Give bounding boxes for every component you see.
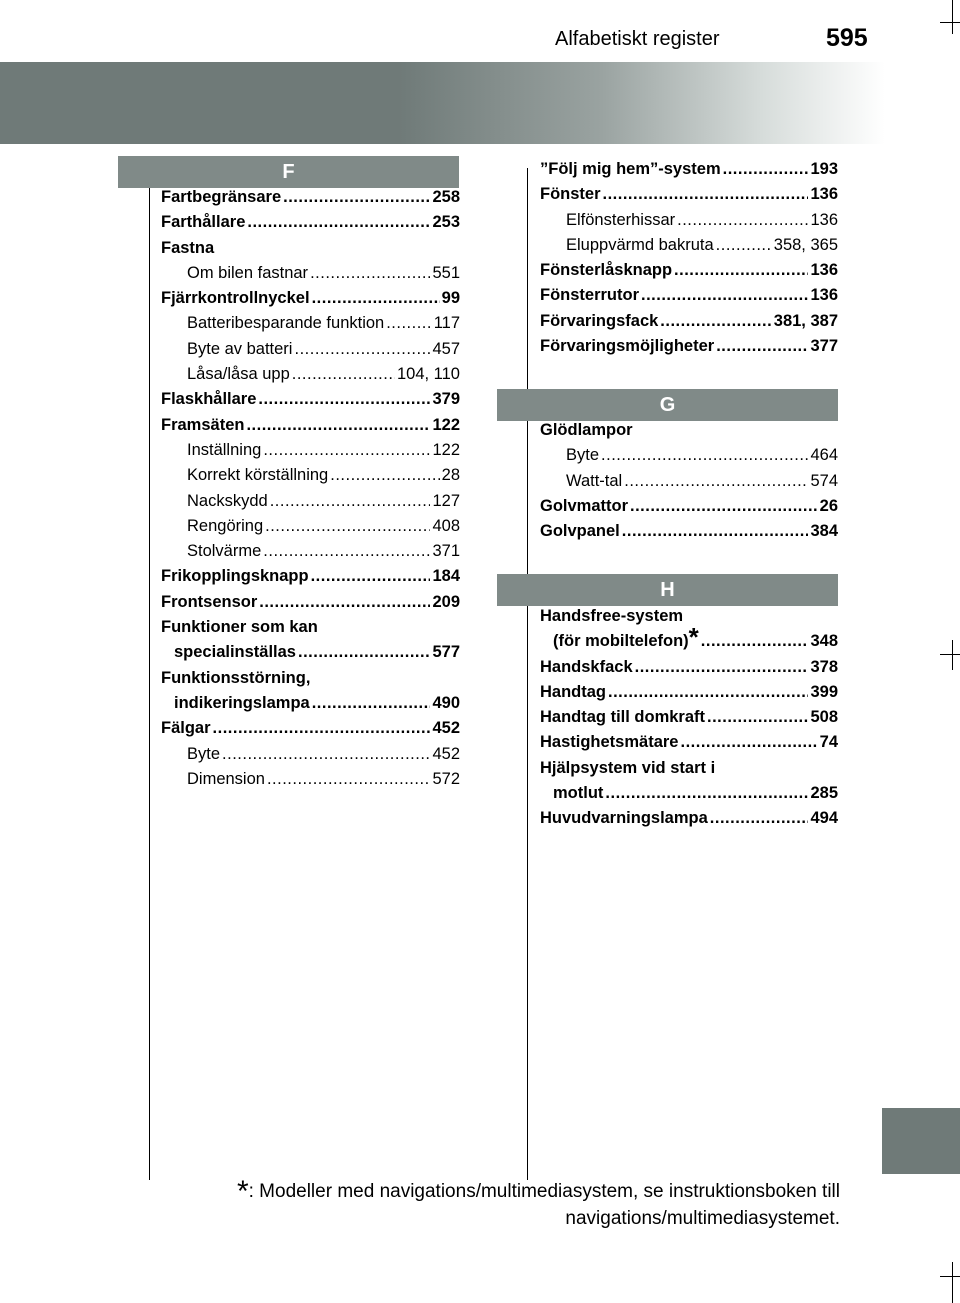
- index-entry-continued: specialinställas ..... 577: [161, 643, 460, 668]
- index-entry: Farthållare ..... 253: [161, 213, 460, 238]
- header-banner: [0, 62, 885, 144]
- index-subentry: Byte ..... 452: [161, 745, 460, 770]
- index-entry: Fjärrkontrollnyckel ..... 99: [161, 289, 460, 314]
- index-entry: Fönsterrutor ..... 136: [540, 286, 838, 311]
- footnote: [180, 1175, 840, 1232]
- crop-mark: [952, 1262, 953, 1303]
- index-subentry: Elfönsterhissar ..... 136: [540, 211, 838, 236]
- index-entry: Hastighetsmätare ..... 74: [540, 733, 838, 758]
- section-header-g: G: [497, 389, 838, 421]
- index-column-left: [161, 188, 460, 795]
- index-column-right-g: [540, 421, 838, 547]
- index-subentry: Batteribesparande funktion ..... 117: [161, 314, 460, 339]
- index-entry: Golvpanel ..... 384: [540, 522, 838, 547]
- index-entry: Handtag till domkraft ..... 508: [540, 708, 838, 733]
- index-subentry: Stolvärme ..... 371: [161, 542, 460, 567]
- index-entry: Fastna: [161, 238, 215, 257]
- index-entry: Frontsensor ..... 209: [161, 593, 460, 618]
- page-header-title: Alfabetiskt register: [555, 28, 720, 50]
- index-entry: Fartbegränsare ..... 258: [161, 188, 460, 213]
- index-subentry: Nackskydd ..... 127: [161, 492, 460, 517]
- index-subentry: Låsa/låsa upp ..... 104, 110: [161, 365, 460, 390]
- index-entry-continued: indikeringslampa ..... 490: [161, 694, 460, 719]
- index-subentry: Byte ..... 464: [540, 446, 838, 471]
- column-rule-left: [149, 186, 150, 1180]
- index-entry-continued: (för mobiltelefon) * ..... 348: [540, 632, 838, 657]
- crop-mark: [940, 22, 960, 23]
- index-subentry: Eluppvärmd bakruta ..... 358, 365: [540, 236, 838, 261]
- index-column-right-h: [540, 607, 838, 835]
- index-entry: Golvmattor ..... 26: [540, 497, 838, 522]
- index-entry: Fönster ..... 136: [540, 185, 838, 210]
- index-subentry: Dimension ..... 572: [161, 770, 460, 795]
- crop-mark: [940, 654, 960, 655]
- column-rule-right: [527, 168, 528, 1180]
- index-subentry: Byte av batteri ..... 457: [161, 340, 460, 365]
- index-entry: Fönsterlåsknapp ..... 136: [540, 261, 838, 286]
- index-entry: Fälgar ..... 452: [161, 719, 460, 744]
- index-entry: Funktionsstörning,: [161, 668, 311, 687]
- crop-mark: [940, 1276, 960, 1277]
- index-entry: Handskfack ..... 378: [540, 658, 838, 683]
- index-entry: ”Följ mig hem”-system ..... 193: [540, 160, 838, 185]
- index-entry: Förvaringsmöjligheter ..... 377: [540, 337, 838, 362]
- index-entry: Flaskhållare ..... 379: [161, 390, 460, 415]
- index-entry-continued: motlut ..... 285: [540, 784, 838, 809]
- footnote-line: navigations/multimediasystemet.: [565, 1208, 840, 1229]
- index-entry: Framsäten ..... 122: [161, 416, 460, 441]
- index-entry: Handsfree-system: [540, 607, 684, 625]
- index-subentry: Korrekt körställning ..... 28: [161, 466, 460, 491]
- section-header-h: H: [497, 574, 838, 606]
- index-subentry: Inställning ..... 122: [161, 441, 460, 466]
- crop-mark: [952, 0, 953, 34]
- index-entry: Förvaringsfack ..... 381, 387: [540, 312, 838, 337]
- chapter-thumb-tab: [882, 1108, 960, 1174]
- section-header-f: F: [118, 156, 459, 188]
- footnote-marker: *: [236, 1175, 249, 1208]
- index-subentry: Om bilen fastnar ..... 551: [161, 264, 460, 289]
- index-entry: Funktioner som kan: [161, 618, 318, 637]
- index-entry: Hjälpsystem vid start i: [540, 758, 716, 777]
- footnote-line: *: Modeller med navigations/multimediasystem, se instruktionsboken till: [236, 1175, 840, 1208]
- index-entry: Handtag ..... 399: [540, 683, 838, 708]
- index-entry: Frikopplingsknapp ..... 184: [161, 567, 460, 592]
- index-entry: Huvudvarningslampa ..... 494: [540, 809, 838, 834]
- index-entry: Glödlampor: [540, 421, 633, 439]
- page-number: 595: [826, 24, 868, 52]
- crop-mark: [952, 640, 953, 670]
- index-subentry: Rengöring ..... 408: [161, 517, 460, 542]
- index-column-right-f: [540, 160, 838, 362]
- index-subentry: Watt-tal ..... 574: [540, 472, 838, 497]
